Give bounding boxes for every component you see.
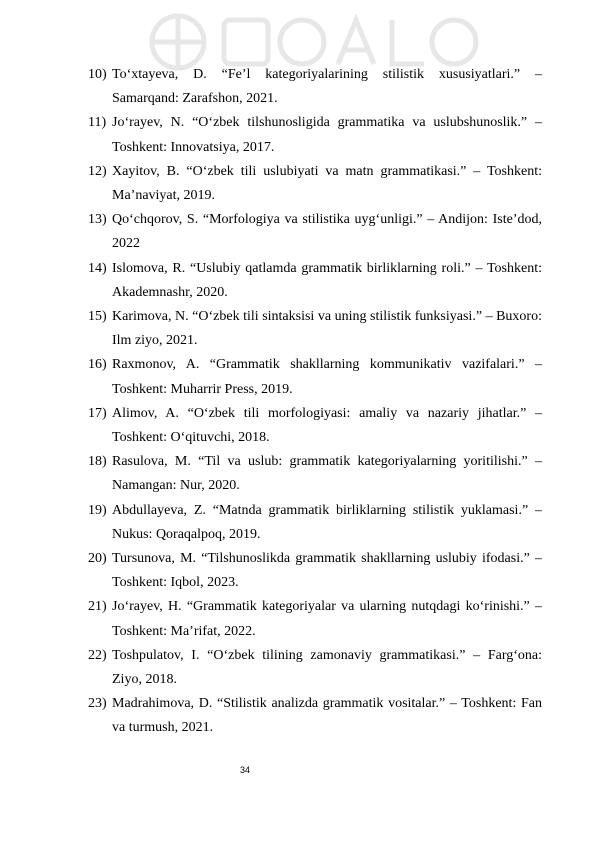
reference-item <box>88 305 542 353</box>
reference-number: 12) <box>88 163 107 179</box>
page-number: 34 <box>239 765 250 775</box>
reference-number: 11) <box>88 115 107 131</box>
reference-item <box>88 111 542 159</box>
reference-text: Madrahimova, D. “Stilistik analizda grammatik vositalar.” – Toshkent: Fan va turmush, 2021. <box>112 696 542 736</box>
reference-number: 22) <box>88 647 107 663</box>
reference-number: 23) <box>88 696 107 712</box>
reference-item <box>88 402 542 450</box>
reference-number: 19) <box>88 502 107 518</box>
reference-number: 13) <box>88 212 107 228</box>
reference-number: 14) <box>88 260 107 276</box>
reference-item <box>88 208 542 256</box>
reference-list <box>88 63 542 741</box>
reference-item <box>88 160 542 208</box>
reference-number: 15) <box>88 309 107 325</box>
reference-text: Alimov, A. “O‘zbek tili morfologiyasi: amaliy va nazariy jihatlar.” – Toshkent: O‘qituvchi, 2018. <box>112 405 542 446</box>
reference-text: Rasulova, M. “Til va uslub: grammatik kategoriyalarning yoritilishi.” – Namangan: Nur, 2020. <box>112 454 542 494</box>
reference-text: Jo‘rayev, H. “Grammatik kategoriyalar va ularning nutqdagi ko‘rinishi.” – Toshkent: Ma’rifat, 2022. <box>112 599 542 639</box>
reference-item <box>88 353 542 401</box>
reference-text: Qo‘chqorov, S. “Morfologiya va stilistika uyg‘unligi.” – Andijon: Iste’dod, 2022 <box>112 212 542 252</box>
reference-text: Islomova, R. “Uslubiy qatlamda grammatik birliklarning roli.” – Toshkent: Akademnashr, 2020. <box>112 260 542 300</box>
reference-text: Jo‘rayev, N. “O‘zbek tilshunosligida grammatika va uslubshunoslik.” – Toshkent: Innovatsiya, 2017. <box>112 115 542 155</box>
reference-item <box>88 547 542 595</box>
reference-text: Xayitov, B. “O‘zbek tili uslubiyati va matn grammatikasi.” – Toshkent: Ma’naviyat, 2019. <box>112 163 542 204</box>
reference-item <box>88 692 542 740</box>
reference-number: 21) <box>88 599 107 615</box>
reference-item <box>88 450 542 498</box>
reference-number: 18) <box>88 454 107 470</box>
reference-item <box>88 499 542 547</box>
reference-text: Raxmonov, A. “Grammatik shakllarning kommunikativ vazifalari.” – Toshkent: Muharrir Press, 2019. <box>112 357 542 397</box>
reference-text: Toshpulatov, I. “O‘zbek tilining zamonaviy grammatikasi.” – Farg‘ona: Ziyo, 2018. <box>112 647 542 688</box>
reference-text: Karimova, N. “O‘zbek tili sintaksisi va uning stilistik funksiyasi.” – Buxoro: Ilm ziyo, 2021. <box>112 309 542 349</box>
reference-item <box>88 595 542 643</box>
reference-item <box>88 644 542 692</box>
reference-item <box>88 257 542 305</box>
reference-number: 17) <box>88 405 107 421</box>
reference-text: Tursunova, M. “Tilshunoslikda grammatik shakllarning uslubiy ifodasi.” – Toshkent: Iqbol, 2023. <box>112 551 542 591</box>
reference-number: 20) <box>88 551 107 567</box>
reference-text: Abdullayeva, Z. “Matnda grammatik birliklarning stilistik yuklamasi.” – Nukus: Qoraqalpoq, 2019. <box>112 502 542 542</box>
reference-number: 10) <box>88 67 107 82</box>
reference-number: 16) <box>88 357 107 373</box>
reference-text: To‘xtayeva, D. “Fe’l kategoriyalarining stilistik xususiyatlari.” – Samarqand: Zarafshon, 2021. <box>112 67 542 107</box>
reference-item <box>88 63 542 111</box>
